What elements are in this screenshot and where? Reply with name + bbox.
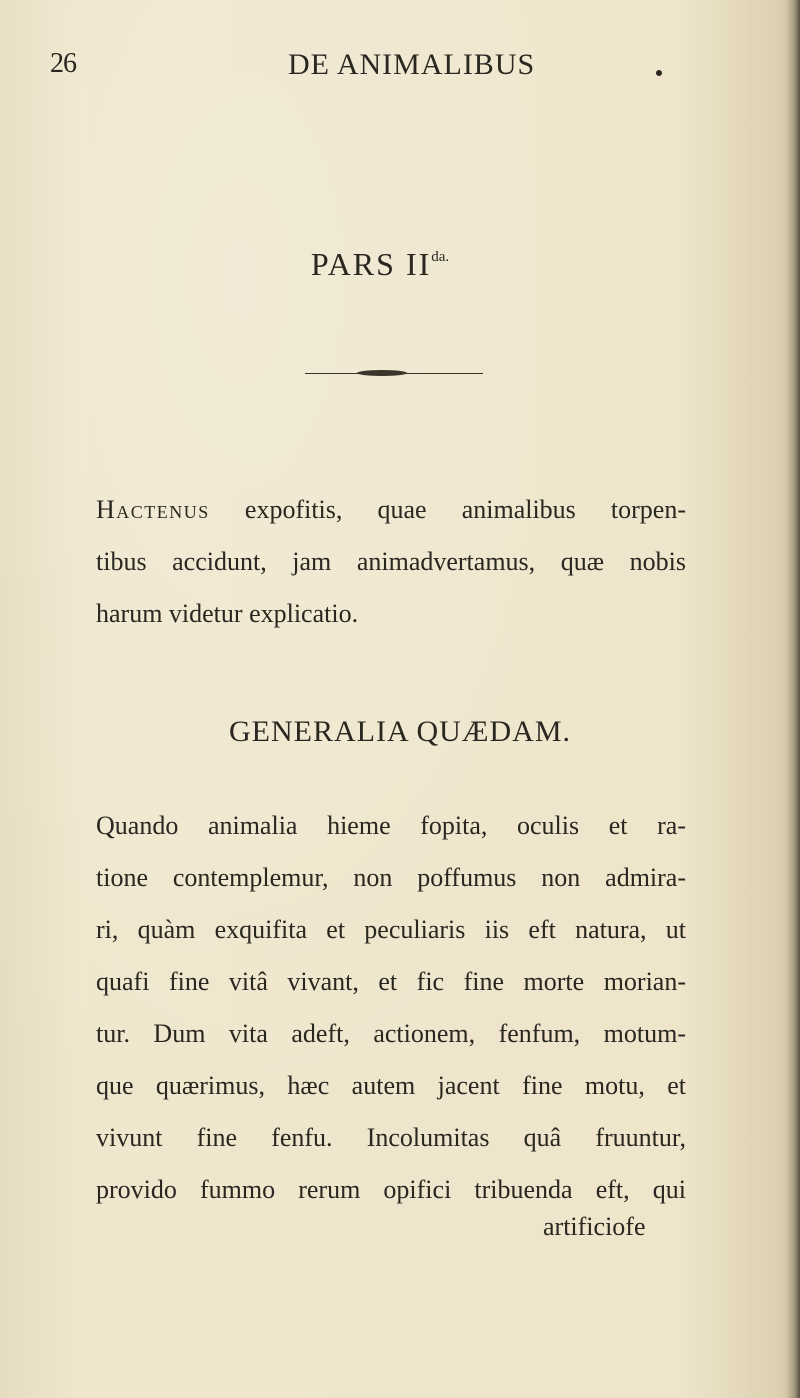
page-number: 26 [50,48,76,79]
paragraph-line: Quando animalia hieme fopita, oculis et ra- [96,811,686,840]
paragraph-main [96,800,686,1216]
section-heading: GENERALIA QUÆDAM. [229,715,571,748]
decorative-rule [305,369,483,377]
part-heading-text: PARS II [310,246,432,282]
paragraph-line: tur. Dum vita adeft, actionem, fenfum, motum- [96,1019,686,1048]
catchword: artificiofe [543,1212,646,1241]
rule-swell [357,370,407,376]
paragraph-line: provido fummo rerum opifici tribuenda eft, qui [96,1175,686,1204]
paragraph-line: ri, quàm exquifita et peculiaris iis eft natura, ut [96,915,686,944]
paragraph-line-text: expofitis, quae animalibus torpen- [209,495,686,524]
part-heading-superscript: da. [431,249,450,265]
page-edge-shadow [786,0,800,1398]
head-ornament-dot [656,70,662,76]
paragraph-intro [96,484,686,640]
paragraph-line: harum videtur explicatio. [96,599,359,628]
opening-word: Hactenus [96,495,210,524]
paragraph-line: vivunt fine fenfu. Incolumitas quâ fruuntur, [96,1123,686,1152]
paragraph-line: tione contemplemur, non poffumus non admira- [96,863,686,892]
paragraph-line [96,484,686,536]
running-head [50,48,690,92]
running-title: DE ANIMALIBUS [288,48,536,81]
part-heading [0,246,760,283]
paragraph-line: quafi fine vitâ vivant, et fic fine morte morian- [96,967,686,996]
paragraph-line: que quærimus, hæc autem jacent fine motu, et [96,1071,686,1100]
paragraph-line: tibus accidunt, jam animadvertamus, quæ nobis [96,547,686,576]
